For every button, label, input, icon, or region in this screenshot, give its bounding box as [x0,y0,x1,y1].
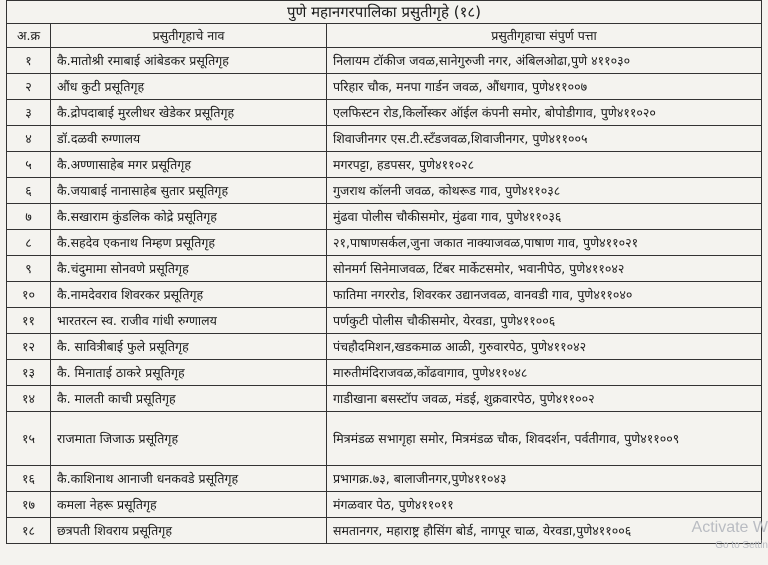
cell-name: कै.नामदेवराव शिवरकर प्रसूतिगृह [51,282,327,308]
cell-name: कै.सहदेव एकनाथ निम्हण प्रसूतिगृह [51,230,327,256]
cell-address: प्रभागक्र.७३, बालाजीनगर,पुणे४११०४३ [327,466,762,492]
cell-serial: ९ [7,256,51,282]
table-row [7,178,762,204]
table-row [7,152,762,178]
cell-serial: ६ [7,178,51,204]
cell-serial: ३ [7,100,51,126]
table-row [7,386,762,412]
cell-name: कै.चंदुमामा सोनवणे प्रसूतिगृह [51,256,327,282]
go-to-settings-text: Go to Settin [715,540,768,551]
cell-name: छत्रपती शिवराय प्रसूतिगृह [51,518,327,544]
table-row [7,48,762,74]
cell-address: समतानगर, महाराष्ट्र हौसिंग बोर्ड, नागपूर चाळ, येरवडा,पुणे४११००६ [327,518,762,544]
cell-address: पंचहौदमिशन,खडकमाळ आळी, गुरुवारपेठ, पुणे४११०४२ [327,334,762,360]
table-title: पुणे महानगरपालिका प्रसुतीगृहे (१८) [7,1,762,24]
maternity-homes-table [6,0,762,544]
cell-address: मारुतीमंदिराजवळ,कोंढवागाव, पुणे४११०४८ [327,360,762,386]
cell-serial: ११ [7,308,51,334]
cell-name: कै.जयाबाई नानासाहेब सुतार प्रसूतिगृह [51,178,327,204]
table-row [7,256,762,282]
cell-serial: ४ [7,126,51,152]
cell-address: गाडीखाना बसस्टॉप जवळ, मंडई, शुक्रवारपेठ, पुणे४११००२ [327,386,762,412]
cell-name: राजमाता जिजाऊ प्रसूतिगृह [51,412,327,466]
cell-serial: १० [7,282,51,308]
cell-address: निलायम टॉकीज जवळ,सानेगुरुजी नगर, अंबिलओढा,पुणे ४११०३० [327,48,762,74]
cell-address: २१,पाषाणसर्कल,जुना जकात नाक्याजवळ,पाषाण गाव, पुणे४११०२१ [327,230,762,256]
cell-name: कै.अण्णासाहेब मगर प्रसूतिगृह [51,152,327,178]
cell-serial: १ [7,48,51,74]
table-row [7,204,762,230]
cell-name: डॉ.दळवी रुग्णालय [51,126,327,152]
table-row [7,466,762,492]
cell-address: गुजराथ कॉलनी जवळ, कोथरूड गाव, पुणे४११०३८ [327,178,762,204]
cell-address: परिहार चौक, मनपा गार्डन जवळ, औंधगाव, पुणे४११००७ [327,74,762,100]
cell-serial: २ [7,74,51,100]
cell-name: कै. सावित्रीबाई फुले प्रसूतिगृह [51,334,327,360]
table-row [7,126,762,152]
table-row [7,412,762,466]
table-row [7,334,762,360]
cell-serial: १६ [7,466,51,492]
cell-address: मंगळवार पेठ, पुणे४११०११ [327,492,762,518]
cell-name: कै.मातोश्री रमाबाई आंबेडकर प्रसूतिगृह [51,48,327,74]
cell-address: सोनमर्ग सिनेमाजवळ, टिंबर मार्केटसमोर, भवानीपेठ, पुणे४११०४२ [327,256,762,282]
cell-address: पर्णकुटी पोलीस चौकीसमोर, येरवडा, पुणे४११००६ [327,308,762,334]
cell-serial: ५ [7,152,51,178]
table-row [7,492,762,518]
activate-windows-text: Activate W [691,519,768,536]
cell-serial: १३ [7,360,51,386]
cell-address: शिवाजीनगर एस.टी.स्टँडजवळ,शिवाजीनगर, पुणे४११००५ [327,126,762,152]
cell-address: मगरपट्टा, हडपसर, पुणे४११०२८ [327,152,762,178]
cell-name: कै.काशिनाथ आनाजी धनकवडे प्रसूतिगृह [51,466,327,492]
cell-serial: १७ [7,492,51,518]
header-serial: अ.क्र [7,24,51,48]
table-row [7,74,762,100]
cell-address: एलफिस्टन रोड,किर्लोस्कर ऑईल कंपनी समोर, बोपोडीगाव, पुणे४११०२० [327,100,762,126]
cell-name: कमला नेहरू प्रसूतिगृह [51,492,327,518]
cell-name: कै. मालती काची प्रसूतिगृह [51,386,327,412]
header-name: प्रसुतीगृहाचे नाव [51,24,327,48]
cell-address: मित्रमंडळ सभागृहा समोर, मित्रमंडळ चौक, शिवदर्शन, पर्वतीगाव, पुणे४११००९ [327,412,762,466]
table-row [7,282,762,308]
table-row [7,308,762,334]
cell-name: कै.सखाराम कुंडलिक कोद्रे प्रसूतिगृह [51,204,327,230]
cell-serial: १५ [7,412,51,466]
cell-serial: १४ [7,386,51,412]
cell-address: फातिमा नगररोड, शिवरकर उद्यानजवळ, वानवडी गाव, पुणे४११०४० [327,282,762,308]
table-row [7,360,762,386]
table-row [7,100,762,126]
cell-address: मुंढवा पोलीस चौकीसमोर, मुंढवा गाव, पुणे४११०३६ [327,204,762,230]
cell-serial: १८ [7,518,51,544]
cell-name: भारतरत्न स्व. राजीव गांधी रुग्णालय [51,308,327,334]
table-row [7,230,762,256]
cell-serial: ८ [7,230,51,256]
cell-serial: १२ [7,334,51,360]
cell-name: औंध कुटी प्रसूतिगृह [51,74,327,100]
cell-serial: ७ [7,204,51,230]
table-row [7,518,762,544]
cell-name: कै. मिनाताई ठाकरे प्रसूतिगृह [51,360,327,386]
header-address: प्रसुतीगृहाचा संपुर्ण पत्ता [327,24,762,48]
cell-name: कै.द्रोपदाबाई मुरलीधर खेडेकर प्रसूतिगृह [51,100,327,126]
